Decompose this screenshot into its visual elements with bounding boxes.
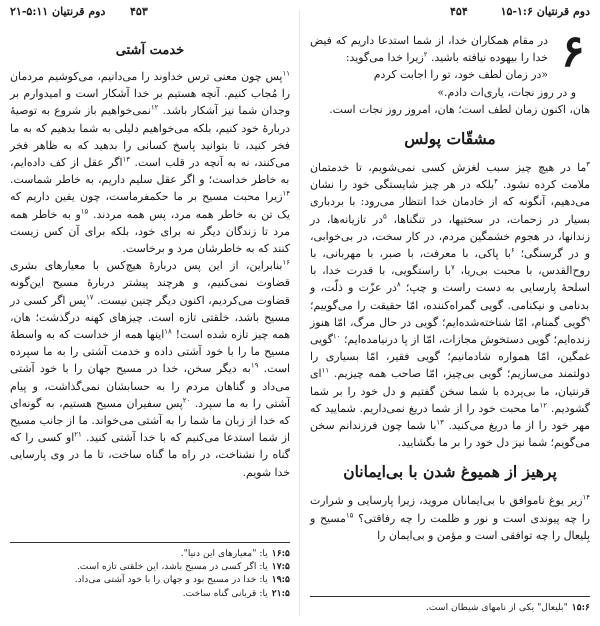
verse-text: پس چون معنی ترس خداوند را می‌دانیم، می‌کوشیم مردمان را مُجاب کنیم. آنچه هستیم بر خدا آشکار است و امیدوارم بر وجدان شما نیز آشکار باشد. [10,70,290,118]
footnote-text: یا: "معیارهای این دنیا". [180,548,268,559]
verse-number: ۱۰ [332,332,341,341]
verse-number: ۲۰ [182,396,191,405]
verse-text: پس سفیران مسیح هستیم، به گونه‌ای که خدا از زبان ما شما را به آشتی می‌خواند. ما از جانب مسیح از شما استدعا می‌کنیم که با خدا آشتی کنید. [10,396,290,445]
verse-number: ۱۶ [282,258,290,267]
verse-text: زیر یوغ ناموافق با بی‌ایمانان مروید، زیرا پارسایی و شرارت را چه پیوندی است و نور و ظلمت را چه رفاقتی؟ [310,494,590,525]
verse-text: بنابراین، از این پس دربارهٔ هیچ‌کس با معیارهای بشری قضاوت نمی‌کنیم، و هرچند پیشتر دربارهٔ مسیح این‌گونه قضاوت می‌کردیم، اکنون دیگر چنین نیست. [10,259,291,307]
paragraph-14-15 [310,492,590,544]
verse-number: ۱۵ [345,511,354,520]
verse-number: ۱۱ [321,366,330,375]
verse-number: ۱۴ [282,189,290,198]
right-page [300,0,600,626]
footnote-text: یا: خدا در مسیح بود و جهان را با خود آشتی می‌داد. [74,574,268,586]
verse-number: ۱۳ [436,418,444,427]
right-page-number: ۴۵۴ [450,5,468,18]
verse-number: ۳ [586,160,590,169]
verse-text: زیرا محبت مسیح بر ما حکمفرماست، چون یقین داریم که یک تن به خاطر همه مرد، پس همه مردند. [10,190,290,221]
verse-number: ۱۲ [150,103,159,112]
verse-number: ۶ [510,246,515,255]
left-page-header [10,5,290,27]
verse-text: گویی غمگین، امّا همواره شادمانیم؛ گویی فقیر، امّا بسیاری را دولتمند می‌سازیم؛ گویی بی‌چیز، امّا صاحب همه چیزیم. [310,333,590,381]
verse-number: ۹ [586,315,590,324]
footnote [10,573,290,586]
verse-text: با پاکی، با معرفت، با صبر، با مهربانی، با روح‌القدس، با محبت بی‌ریا، [310,247,590,278]
verse-number: ۱۱ [282,69,290,78]
verse-text: او کسی را که گناه را نشناخت، در راه ما گناه ساخت، تا ما در وی پارسایی خدا شویم. [10,431,290,479]
after-quote: هان، اکنون زمان لطف است؛ هان، امروز روز نجات است. [329,102,590,116]
verse-number: ۱۲ [539,401,547,410]
verse-text: در تازیانه‌ها، در زندانها، در هجوم خشمگین مردم، در کار سخت، در بی‌خوابی، و در گرسنگی؛ [310,212,590,261]
verse-text: نمی‌خواهیم باز شروع به توصیهٔ دربارهٔ خود کنیم، بلکه می‌خواهیم دلیلی به شما بدهیم که به ما فخر کنید، تا بتوانید پاسخ کسانی را بدهید که به ظاهر فخر می‌کنند، نه به آنچه در قلب است. [10,104,290,170]
left-page-body [10,40,290,481]
chapter-intro [310,32,590,66]
verse-text: مسیح و بِلیعال را چه توافقی است و مؤمن و بی‌ایمان را [310,511,590,542]
left-running-title: دوم قرنتیان ۵:۱۱-۲۱ [10,5,106,18]
verse-number: ۱۳ [122,155,130,164]
verse-text: در عزّت و ذلّت، و بدنامی و نیکنامی. گویی گمراه‌کننده، امّا حقیقت را می‌گوییم؛ [310,281,589,312]
quote-line: «در زمان لطف خود، تو را اجابت کردم [373,68,548,82]
footnote-ref: ۱۵:۶ [571,602,590,613]
verse-text: پس اگر کسی در مسیح باشد، خلقتی تازه است. چیزهای کهنه درگذشت؛ هان، همه چیز تازه شده است! [10,293,290,342]
verse-text: ما محبت خود را از شما دریغ نمی‌داریم. شمایید که مهر خود را از ما دریغ می‌کنید. [310,401,591,433]
verse-number: ۵ [383,212,387,220]
verse-text: با راستگویی، با قدرت خدا، با اسلحهٔ پارسایی به دست راست و چپ؛ [310,264,590,295]
verse-number: ۲ [423,50,428,59]
left-page-number: ۴۵۳ [130,5,148,18]
footnote [10,547,290,560]
section-title-reconciliation: خدمت آشتی [115,43,185,58]
quote-line: و در روز نجات، یاری‌ات دادم.» [437,85,576,99]
chapter-number: ۶ [561,26,585,77]
left-footnotes [10,542,290,600]
footnote [10,560,290,573]
footnote-text: یا: قربانی گناه ساخت. [182,587,268,599]
verse-text: با شما چون فرزندانم سخن می‌گویم؛ شما نیز دل خود را بر ما بگشایید. [310,419,590,450]
right-footnotes [310,596,590,614]
paragraph-11-15 [10,68,290,257]
verse-number: ۱۹ [250,361,259,370]
footnote-ref: ۲۱:۵ [271,587,290,599]
footnote [310,601,590,614]
verse-number: ۱۵ [80,207,89,215]
verse-number: ۲۱ [74,430,82,439]
footnote-ref: ۱۶:۵ [271,548,290,559]
verse-text: گویی گمنام، امّا شناخته‌شده‌ایم؛ گویی در حال مرگ، امّا هنوز زنده‌ایم؛ گویی دستخوش مجازات، امّا از پا درنیامده‌ایم؛ [310,315,590,347]
intro-text: در مقام همکاران خدا، از شما استدعا داریم که فیض خدا را بیهوده نیافته باشید. [310,34,548,65]
footnote-text: یا: اگر کسی در مسیح باشد، این خلقتی تازه است. [76,561,268,573]
verse-text: به دیگر سخن، خدا در مسیح جهان را با خود آشتی می‌داد و گناهان مردم را به حسابشان نمی‌گذاشت، و پیام آشتی را به ما سپرد. [10,362,290,410]
right-running-title: دوم قرنتیان ۱:۶-۱۵ [500,5,590,18]
verse-number: ۴ [494,177,498,186]
section-title-hardships: مشقّات پولس [404,129,496,149]
paragraph-3-13 [310,159,590,451]
footnote-ref: ۱۷:۵ [271,561,290,573]
verse-text: اینها همه از خداست که به واسطهٔ مسیح ما را با خود آشتی داده و خدمت آشتی را به ما سپرده است. [10,328,290,376]
right-page-header [310,5,590,27]
verse-number: ۱۸ [164,327,172,336]
verse-text: بلکه در هر چیز شایستگی خود را نشان می‌دهیم، آنگونه که از خادمان خدا انتظار می‌رود: با بردباری بسیار در زحمات، در سختیها، در تنگناها، [310,178,591,226]
paragraph-16-21 [10,257,290,481]
verse-number: ۱۷ [85,293,94,302]
intro-text-2: زیرا خدا می‌گوید: [345,51,424,65]
right-page-body [310,26,591,544]
verse-text: ما در هیچ چیز سبب لغزش کسی نمی‌شویم، تا خدمتمان ملامت کرده نشود. [310,161,590,192]
verse-number: ۱۴ [582,493,590,502]
verse-text: ای قرنتیان، ما بی‌پرده با شما سخن گفتیم و دل خود را بر شما گشودیم. [310,367,590,415]
verse-number: ۸ [396,280,401,289]
verse-number: ۷ [451,263,455,272]
verse-text: اگر عقل از کف داده‌ایم، به خاطر خداست؛ و اگر عقل سلیم داریم، به خاطر شماست. [10,156,290,187]
verse-text: و به خاطر همه مرد تا زندگان دیگر نه برای خود، بلکه برای آن کس زیست کنند که به خاطرشان مرد و برخاست. [10,207,290,256]
footnote [10,587,290,600]
section-title-unbelievers: پرهیز از همیوغ شدن با بی‌ایمانان [343,462,557,482]
footnote-text: "بلیعال" یکی از نامهای شیطان است. [425,602,568,613]
footnote-ref: ۱۹:۵ [271,574,290,586]
